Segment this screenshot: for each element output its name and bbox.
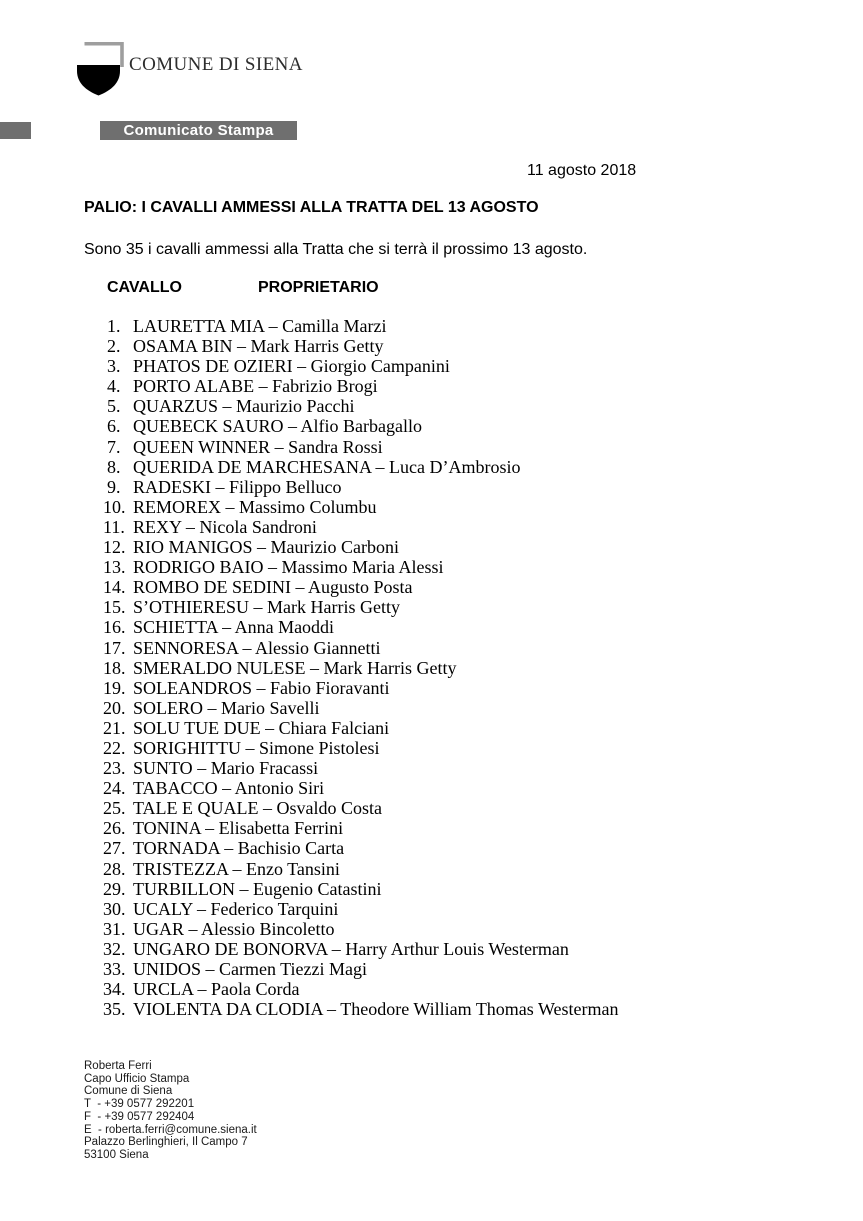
horse-row — [84, 899, 619, 919]
horse-row — [84, 798, 619, 818]
owner-name: Maurizio Pacchi — [236, 396, 355, 417]
dash-separator: – — [192, 758, 211, 779]
horse-row — [84, 477, 619, 497]
horse-name: LAURETTA MIA — [133, 316, 265, 336]
horse-row — [84, 497, 619, 517]
column-header-cavallo: CAVALLO — [107, 279, 182, 296]
row-number: 30. — [103, 898, 126, 919]
row-number: 3. — [107, 356, 121, 377]
owner-name: Maurizio Carboni — [270, 537, 399, 558]
owner-name: Anna Maoddi — [234, 617, 335, 638]
horse-name: UCALY — [133, 898, 193, 919]
owner-name: Mark Harris Getty — [323, 657, 457, 678]
row-number: 15. — [103, 597, 126, 618]
row-number: 9. — [107, 476, 121, 497]
horse-row — [84, 396, 619, 416]
horse-name: S’OTHIERESU — [133, 597, 249, 618]
row-number: 17. — [103, 637, 126, 658]
horse-name: SCHIETTA — [133, 617, 218, 638]
horse-list — [84, 316, 619, 1019]
owner-name: Mark Harris Getty — [250, 336, 384, 357]
contact-line: Roberta Ferri — [84, 1060, 152, 1072]
horse-name: SENNORESA — [133, 637, 239, 658]
horse-row — [84, 939, 619, 959]
contact-line: Capo Ufficio Stampa — [84, 1072, 190, 1085]
owner-name: Sandra Rossi — [288, 436, 383, 457]
dash-separator: – — [283, 416, 301, 437]
horse-row — [84, 859, 619, 879]
dash-separator: – — [221, 496, 240, 517]
owner-name: Alessio Giannetti — [255, 637, 381, 658]
horse-row — [84, 979, 619, 999]
contact-line: Comune di Siena — [84, 1085, 173, 1098]
row-number: 25. — [103, 798, 126, 819]
owner-name: Fabio Fioravanti — [270, 677, 390, 698]
horse-name: REXY — [133, 516, 182, 537]
horse-row — [84, 678, 619, 698]
owner-name: Nicola Sandroni — [199, 516, 317, 537]
horse-row — [84, 336, 619, 356]
contact-block — [84, 1060, 257, 1162]
horse-row — [84, 416, 619, 436]
horse-name: RADESKI — [133, 476, 212, 497]
horse-row — [84, 638, 619, 658]
horse-name: TALE E QUALE — [133, 798, 259, 819]
horse-name: TABACCO — [133, 778, 218, 799]
horse-row — [84, 919, 619, 939]
column-header-proprietario: PROPRIETARIO — [258, 279, 379, 296]
dash-separator: – — [371, 456, 390, 477]
horse-row — [84, 959, 619, 979]
row-number: 6. — [107, 416, 121, 437]
row-number: 2. — [107, 336, 121, 357]
horse-row — [84, 557, 619, 577]
horse-row — [84, 537, 619, 557]
release-date: 11 agosto 2018 — [527, 162, 637, 179]
dash-separator: – — [192, 898, 211, 919]
horse-name: UNIDOS — [133, 959, 202, 979]
dash-separator: – — [291, 577, 309, 598]
dash-separator: – — [193, 979, 212, 1000]
horse-row — [84, 597, 619, 617]
dash-separator: – — [327, 938, 346, 959]
intro-paragraph: Sono 35 i cavalli ammessi alla Tratta che si terrà il prossimo 13 agosto. — [84, 241, 588, 258]
dash-separator: – — [200, 818, 219, 839]
page-title: PALIO: I CAVALLI AMMESSI ALLA TRATTA DEL 13 AGOSTO — [84, 199, 539, 216]
dash-separator: – — [181, 516, 200, 537]
horse-row — [84, 617, 619, 637]
row-number: 5. — [107, 396, 121, 417]
dash-separator: – — [260, 717, 279, 738]
owner-name: Fabrizio Brogi — [272, 376, 378, 397]
horse-row — [84, 457, 619, 477]
row-number: 23. — [103, 758, 126, 779]
horse-name: RIO MANIGOS — [133, 537, 253, 558]
horse-row — [84, 738, 619, 758]
horse-row — [84, 356, 619, 376]
owner-name: Mario Fracassi — [210, 758, 319, 779]
owner-name: Augusto Posta — [308, 577, 413, 598]
row-number: 14. — [103, 577, 126, 598]
owner-name: Carmen Tiezzi Magi — [219, 959, 367, 979]
owner-name: Massimo Columbu — [239, 496, 377, 517]
dash-separator: – — [217, 778, 235, 799]
horse-name: SOLEANDROS — [133, 677, 253, 698]
row-number: 8. — [107, 456, 121, 477]
horse-name: QUARZUS — [133, 396, 219, 417]
dash-separator: – — [292, 356, 311, 377]
horse-row — [84, 818, 619, 838]
horse-name: QUERIDA DE MARCHESANA — [133, 456, 372, 477]
dash-separator: – — [254, 376, 273, 397]
contact-line: 53100 Siena — [84, 1148, 149, 1161]
horse-name: TONINA — [133, 818, 201, 839]
dash-separator: – — [203, 697, 222, 718]
horse-name: SUNTO — [133, 758, 193, 779]
dash-separator: – — [211, 476, 230, 497]
row-number: 35. — [103, 999, 126, 1020]
row-number: 29. — [103, 878, 126, 899]
owner-name: Osvaldo Costa — [276, 798, 383, 819]
dash-separator: – — [238, 637, 256, 658]
horse-row — [84, 376, 619, 396]
owner-name: Mario Savelli — [221, 697, 320, 718]
owner-name: Camilla Marzi — [282, 316, 387, 336]
contact-line: Palazzo Berlinghieri, Il Campo 7 — [84, 1136, 248, 1149]
dash-separator: – — [249, 597, 267, 618]
horse-name: URCLA — [133, 979, 194, 1000]
dash-separator: – — [270, 436, 289, 457]
owner-name: Federico Tarquini — [210, 898, 339, 919]
row-number: 12. — [103, 537, 126, 558]
owner-name: Harry Arthur Louis Westerman — [345, 938, 569, 959]
horse-row — [84, 437, 619, 457]
owner-name: Bachisio Carta — [237, 838, 345, 859]
row-number: 16. — [103, 617, 126, 638]
horse-row — [84, 698, 619, 718]
dash-separator: – — [184, 918, 202, 939]
owner-name: Simone Pistolesi — [259, 737, 380, 758]
comune-di-siena-logo — [77, 40, 133, 98]
horse-name: ROMBO DE SEDINI — [133, 577, 292, 598]
row-number: 28. — [103, 858, 126, 879]
horse-name: QUEBECK SAURO — [133, 416, 284, 437]
horse-row — [84, 517, 619, 537]
owner-name: Theodore William Thomas Westerman — [340, 999, 619, 1020]
row-number: 24. — [103, 778, 126, 799]
horse-name: SMERALDO NULESE — [133, 657, 306, 678]
row-number: 31. — [103, 918, 126, 939]
dash-separator: – — [264, 316, 283, 336]
owner-name: Luca D’Ambrosio — [389, 456, 521, 477]
row-number: 34. — [103, 979, 126, 1000]
horse-name: UGAR — [133, 918, 185, 939]
dash-separator: – — [201, 959, 220, 979]
dash-separator: – — [322, 999, 341, 1020]
horse-name: RODRIGO BAIO — [133, 557, 264, 578]
row-number: 27. — [103, 838, 126, 859]
horse-name: PHATOS DE OZIERI — [133, 356, 293, 377]
horse-row — [84, 879, 619, 899]
brand-name: COMUNE DI SIENA — [129, 54, 303, 75]
horse-name: TORNADA — [133, 838, 220, 859]
owner-name: Giorgio Campanini — [310, 356, 450, 377]
horse-name: VIOLENTA DA CLODIA — [133, 999, 323, 1020]
horse-row — [84, 838, 619, 858]
row-number: 21. — [103, 717, 126, 738]
owner-name: Chiara Falciani — [278, 717, 390, 738]
owner-name: Elisabetta Ferrini — [218, 818, 344, 839]
owner-name: Antonio Siri — [234, 778, 325, 799]
owner-name: Massimo Maria Alessi — [281, 557, 444, 578]
contact-line: E - roberta.ferri@comune.siena.it — [84, 1123, 257, 1136]
horse-name: SOLERO — [133, 697, 204, 718]
row-number: 22. — [103, 737, 126, 758]
dash-separator: – — [258, 798, 277, 819]
row-number: 13. — [103, 557, 126, 578]
owner-name: Enzo Tansini — [246, 858, 340, 879]
row-number: 10. — [103, 496, 126, 517]
balzana-shield-icon — [77, 40, 133, 98]
horse-row — [84, 577, 619, 597]
dash-separator: – — [263, 557, 282, 578]
dash-separator: – — [217, 617, 235, 638]
horse-name: SORIGHITTU — [133, 737, 241, 758]
horse-name: REMOREX — [133, 496, 222, 517]
horse-name: SOLU TUE DUE — [133, 717, 261, 738]
row-number: 1. — [107, 316, 121, 336]
owner-name: Paola Corda — [211, 979, 300, 1000]
dash-separator: – — [219, 838, 238, 859]
dash-separator: – — [241, 737, 259, 758]
horse-name: OSAMA BIN — [133, 336, 233, 357]
banner-left-stub — [0, 122, 31, 139]
horse-row — [84, 658, 619, 678]
horse-name: TRISTEZZA — [133, 858, 228, 879]
owner-name: Alfio Barbagallo — [300, 416, 422, 437]
row-number: 18. — [103, 657, 126, 678]
row-number: 11. — [103, 516, 125, 537]
row-number: 26. — [103, 818, 126, 839]
dash-separator: – — [252, 677, 271, 698]
press-release-banner: Comunicato Stampa — [100, 121, 297, 140]
owner-name: Alessio Bincoletto — [201, 918, 335, 939]
horse-row — [84, 778, 619, 798]
dash-separator: – — [305, 657, 324, 678]
row-number: 19. — [103, 677, 126, 698]
row-number: 33. — [103, 959, 126, 979]
contact-line: T - +39 0577 292201 — [84, 1098, 195, 1111]
row-number: 32. — [103, 938, 126, 959]
horse-name: QUEEN WINNER — [133, 436, 271, 457]
horse-name: UNGARO DE BONORVA — [133, 938, 328, 959]
row-number: 4. — [107, 376, 121, 397]
dash-separator: – — [252, 537, 271, 558]
horse-name: PORTO ALABE — [133, 376, 255, 397]
dash-separator: – — [228, 858, 246, 879]
dash-separator: – — [218, 396, 237, 417]
horse-name: TURBILLON — [133, 878, 235, 899]
dash-separator: – — [232, 336, 251, 357]
dash-separator: – — [235, 878, 253, 899]
owner-name: Filippo Belluco — [229, 476, 342, 497]
owner-name: Mark Harris Getty — [267, 597, 400, 618]
horse-row — [84, 718, 619, 738]
horse-row — [84, 758, 619, 778]
horse-row — [84, 999, 619, 1019]
contact-line: F - +39 0577 292404 — [84, 1110, 195, 1123]
row-number: 20. — [103, 697, 126, 718]
row-number: 7. — [107, 436, 121, 457]
horse-row — [84, 316, 619, 336]
owner-name: Eugenio Catastini — [253, 878, 382, 899]
